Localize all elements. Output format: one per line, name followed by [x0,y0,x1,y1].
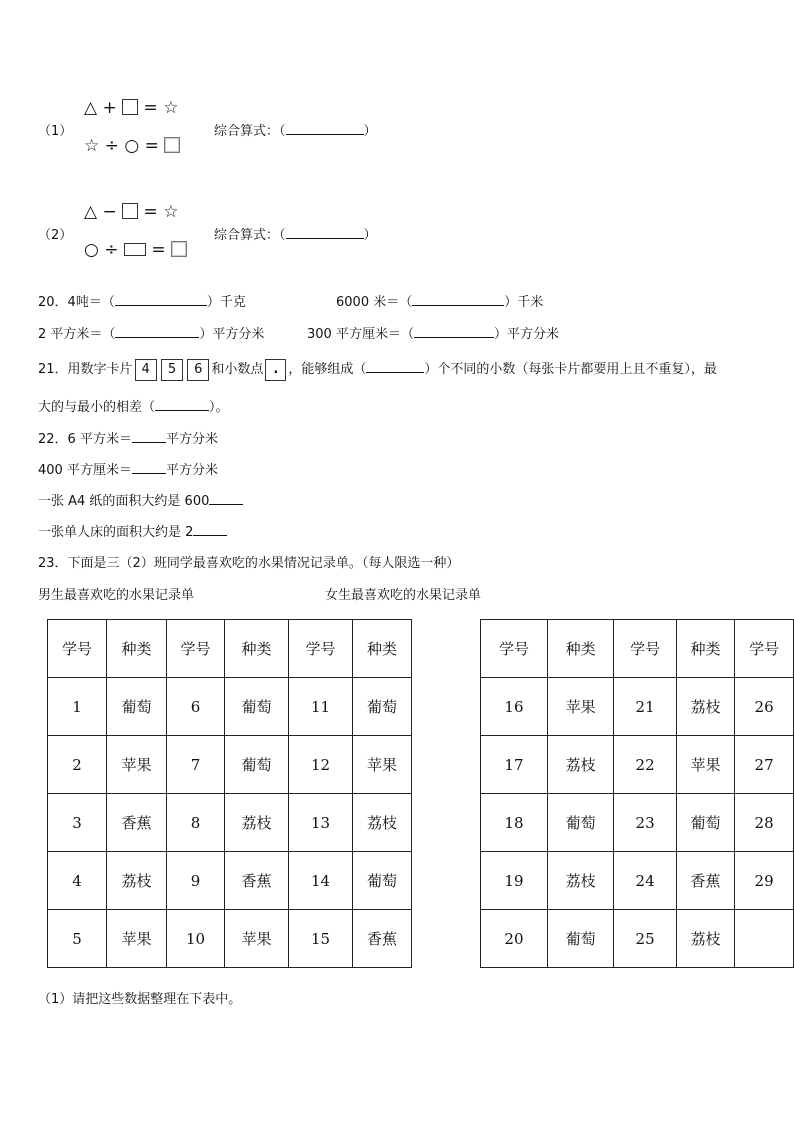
digit-card: 5 [161,359,183,381]
answer-blank[interactable] [155,398,209,411]
table-cell [735,910,794,968]
table-row [481,736,794,794]
q22-line2: 400 平方厘米＝ 平方分米 [38,463,218,478]
table-cell: 10 [167,910,225,968]
table-cell: 12 [289,736,353,794]
table-cell: 2 [48,736,107,794]
table-cell: 22 [614,736,676,794]
table-cell: 葡萄 [547,910,614,968]
table-cell: 17 [481,736,548,794]
q21-line1: 21．用数字卡片 4 5 6 和小数点 . ，能够组成（ ）个不同的小数（每张卡片都要用上且不重复），最 [38,358,717,381]
star-icon: ☆ [84,136,100,156]
girls-table-title: 女生最喜欢吃的水果记录单 [325,588,482,603]
table-cell: 香蕉 [353,910,412,968]
answer-blank[interactable] [115,325,199,338]
answer-blank[interactable] [414,325,494,338]
star-icon: ☆ [163,202,179,222]
header-cell: 种类 [107,620,167,678]
table-cell: 14 [289,852,353,910]
girls-fruit-table [480,619,794,968]
boys-fruit-table [47,619,412,968]
table-cell: 苹果 [676,736,734,794]
header-cell: 学号 [48,620,107,678]
table-cell: 苹果 [225,910,289,968]
table-row [48,852,412,910]
table-row [481,794,794,852]
decimal-point-card: . [265,359,286,381]
header-cell: 学号 [481,620,548,678]
table-cell: 苹果 [547,678,614,736]
table-cell: 13 [289,794,353,852]
table-cell: 8 [167,794,225,852]
table-cell: 3 [48,794,107,852]
table-cell: 苹果 [107,736,167,794]
table-cell: 27 [735,736,794,794]
q22-line3: 一张 A4 纸的面积大约是 600 [38,490,243,509]
table-cell: 19 [481,852,548,910]
table-cell: 葡萄 [225,678,289,736]
table-cell: 香蕉 [225,852,289,910]
square-icon [122,99,138,115]
q19-part2-equation2: ○ ÷ = [84,240,187,260]
answer-blank[interactable] [366,360,424,373]
q19-part2-equation1: △ − = ☆ [84,202,179,222]
table-cell: 1 [48,678,107,736]
q19-part1-equation1: △ + = ☆ [84,98,179,118]
table-cell: 4 [48,852,107,910]
table-cell: 6 [167,678,225,736]
rectangle-icon [124,243,146,256]
q20-c: 2 平方米＝（ ）平方分米 [38,327,265,342]
table-cell: 24 [614,852,676,910]
header-cell: 学号 [614,620,676,678]
table-cell: 18 [481,794,548,852]
answer-blank[interactable] [209,492,243,505]
table-cell: 荔枝 [225,794,289,852]
circle-icon: ○ [124,136,140,156]
table-cell: 26 [735,678,794,736]
table-cell: 5 [48,910,107,968]
square-icon [122,203,138,219]
square-icon [171,241,187,257]
answer-blank[interactable] [193,523,227,536]
table-cell: 23 [614,794,676,852]
answer-blank[interactable] [286,226,364,239]
table-cell: 苹果 [353,736,412,794]
table-row [481,852,794,910]
table-header-row [48,620,412,678]
table-header-row [481,620,794,678]
table-cell: 葡萄 [107,678,167,736]
q21-line2: 大的与最小的相差（ ）。 [38,400,229,415]
table-cell: 28 [735,794,794,852]
header-cell: 学号 [289,620,353,678]
answer-blank[interactable] [132,430,166,443]
q20-b: 6000 米＝（ ）千米 [336,295,544,310]
star-icon: ☆ [163,98,179,118]
table-cell: 16 [481,678,548,736]
table-row [481,678,794,736]
table-cell: 荔枝 [353,794,412,852]
table-cell: 荔枝 [676,678,734,736]
circle-icon: ○ [84,240,99,260]
table-cell: 11 [289,678,353,736]
table-row [48,794,412,852]
table-cell: 香蕉 [676,852,734,910]
q19-part2-label: （2） [38,228,73,243]
answer-blank[interactable] [412,293,504,306]
table-row [48,736,412,794]
table-cell: 葡萄 [547,794,614,852]
q20-d: 300 平方厘米＝（ ）平方分米 [307,327,559,342]
q19-part2-formula: 综合算式：（ ） [214,228,377,243]
table-cell: 荔枝 [107,852,167,910]
q19-part1-formula: 综合算式：（ ） [214,124,377,139]
table-row [481,910,794,968]
header-cell: 种类 [676,620,734,678]
table-row [48,678,412,736]
q19-part1-label: （1） [38,124,73,139]
table-cell: 荔枝 [676,910,734,968]
table-cell: 荔枝 [547,852,614,910]
answer-blank[interactable] [286,122,364,135]
boys-table-title: 男生最喜欢吃的水果记录单 [38,588,195,603]
q23-sub1: （1）请把这些数据整理在下表中。 [38,992,242,1007]
table-cell: 21 [614,678,676,736]
answer-blank[interactable] [115,293,207,306]
table-cell: 20 [481,910,548,968]
q23-intro: 23．下面是三（2）班同学最喜欢吃的水果情况记录单。（每人限选一种） [38,556,460,571]
header-cell: 学号 [167,620,225,678]
q19-part1-equation2: ☆ ÷ ○ = [84,136,180,156]
table-cell: 29 [735,852,794,910]
table-cell: 葡萄 [676,794,734,852]
square-icon [164,137,180,153]
header-cell: 种类 [547,620,614,678]
table-cell: 9 [167,852,225,910]
table-cell: 苹果 [107,910,167,968]
triangle-icon: △ [84,98,98,118]
table-cell: 25 [614,910,676,968]
answer-blank[interactable] [132,461,166,474]
header-cell: 学号 [735,620,794,678]
girls-table-viewport [480,619,794,969]
q20-a: 20．4吨＝（ ）千克 [38,295,246,310]
table-cell: 荔枝 [547,736,614,794]
q22-line4: 一张单人床的面积大约是 2 [38,521,227,540]
triangle-icon: △ [84,202,98,222]
table-cell: 香蕉 [107,794,167,852]
table-cell: 15 [289,910,353,968]
table-cell: 葡萄 [353,852,412,910]
digit-card: 6 [187,359,209,381]
digit-card: 4 [135,359,157,381]
header-cell: 种类 [225,620,289,678]
table-cell: 葡萄 [225,736,289,794]
table-row [48,910,412,968]
table-cell: 7 [167,736,225,794]
table-cell: 葡萄 [353,678,412,736]
q22-line1: 22．6 平方米＝ 平方分米 [38,432,218,447]
header-cell: 种类 [353,620,412,678]
